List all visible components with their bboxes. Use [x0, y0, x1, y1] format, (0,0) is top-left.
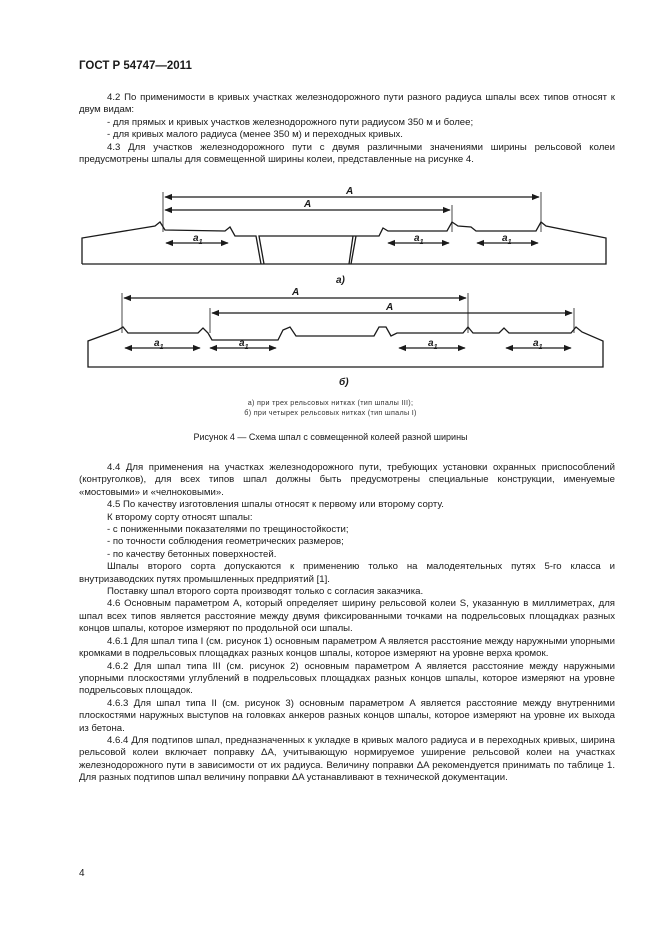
paragraph: 4.6.2 Для шпал типа III (см. рисунок 2) основным параметром A является расстояние между наружными упорными плоскостями углублений в подрельсовых площадках разных концов шпалы, которое измеряют на уровне подрельсовых площадок. — [79, 660, 615, 697]
sleeper-b-diagram — [88, 293, 603, 367]
label-a1-2-b: $a_1$ — [239, 338, 249, 351]
paragraph: 4.6.4 Для подтипов шпал, предназначенных к укладке в кривых малого радиуса и в переходных кривых, ширина рельсовой колеи включает поправку ΔA, учитывающую нормируемое уширение рельсовой колеи на участках железнодорожного пути в зависимости от их радиуса. Величину поправки ΔA рекомендуется принимать по таблице 1. Для разных подтипов шпал величину поправки ΔA устанавливают в технической документации. — [79, 734, 615, 784]
sleeper-a-diagram — [82, 192, 606, 264]
label-a1-left-a: $a_1$ — [193, 233, 203, 246]
page-number: 4 — [79, 868, 85, 879]
paragraph: 4.3 Для участков железнодорожного пути с двумя различными значениями ширины рельсовой колеи предусмотрены шпалы для совмещенной ширины колеи, представленные на рисунке 4. — [79, 141, 615, 166]
paragraph: Шпалы второго сорта допускаются к применению только на малодеятельных путях 5-го класса и внутризаводских путях промышленных предприятий [1]. — [79, 561, 615, 585]
label-A-inner-b: A — [386, 302, 394, 313]
paragraph: 4.5 По качеству изготовления шпалы относят к первому или второму сорту. — [107, 499, 444, 511]
panel-label-a: а) — [336, 275, 345, 286]
paragraph: Поставку шпал второго сорта производят только с согласия заказчика. — [107, 586, 424, 598]
paragraph: 4.6.1 Для шпал типа I (см. рисунок 1) основным параметром A является расстояние между наружными упорными кромками в подрельсовых площадках разных концов шпалы, которое измеряют на уровне верха кромок. — [79, 635, 615, 660]
figure-4-drawing — [0, 0, 661, 400]
paragraph: К второму сорту относят шпалы: — [107, 511, 253, 523]
paragraph: - по качеству бетонных поверхностей. — [107, 548, 277, 560]
figure-caption: Рисунок 4 — Схема шпал с совмещенной колеей разной ширины — [193, 432, 468, 442]
subcaption-b: б) при четырех рельсовых нитках (тип шпалы I) — [244, 408, 417, 417]
paragraph: 4.4 Для применения на участках железнодорожного пути, требующих установки охранных приспособлений (контруголков), для всех типов шпал должны быть предусмотрены специальные конструкции, именуемые «мостовыми» и «челноковыми». — [79, 462, 615, 498]
label-a1-right-a: $a_1$ — [502, 233, 512, 246]
subcaption-a: а) при трех рельсовых нитках (тип шпалы III); — [247, 398, 414, 407]
figure-subcaptions — [0, 398, 661, 418]
document-header: ГОСТ Р 54747—2011 — [79, 60, 192, 72]
paragraph: - для кривых малого радиуса (менее 350 м) и переходных кривых. — [107, 129, 403, 141]
label-A-outer-a: A — [346, 186, 354, 197]
paragraph: 4.2 По применимости в кривых участках железнодорожного пути разного радиуса шпалы всех типов относят к двум видам: — [79, 92, 615, 116]
paragraph: - для прямых и кривых участков железнодорожного пути радиусом 350 м и более; — [107, 116, 474, 128]
label-A-outer-b: A — [292, 287, 300, 298]
paragraph: 4.6.3 Для шпал типа II (см. рисунок 3) основным параметром A является расстояние между внутренними плоскостями наружных выступов на головках анкеров разных концов шпалы, которое измеряют на уровне их выхода из бетона. — [79, 697, 615, 734]
sleeper-b-outline — [88, 327, 603, 367]
paragraph: - с пониженными показателями по трещиностойкости; — [107, 524, 349, 536]
label-a1-mid-a: $a_1$ — [414, 233, 424, 246]
label-a1-3-b: $a_1$ — [428, 338, 438, 351]
label-a1-4-b: $a_1$ — [533, 338, 543, 351]
paragraph: - по точности соблюдения геометрических размеров; — [107, 536, 344, 548]
panel-label-b: б) — [339, 377, 349, 388]
body-text — [79, 462, 615, 785]
paragraph: 4.6 Основным параметром A, который определяет ширину рельсовой колеи S, указанную в миллиметрах, для шпал всех типов является расстояние между двумя фиксированными точками на подрельсовых площадках разных концов шпалы, которое измеряют по продольной оси шпалы. — [79, 598, 615, 635]
label-A-inner-a: A — [304, 199, 312, 210]
label-a1-1-b: $a_1$ — [154, 338, 164, 351]
